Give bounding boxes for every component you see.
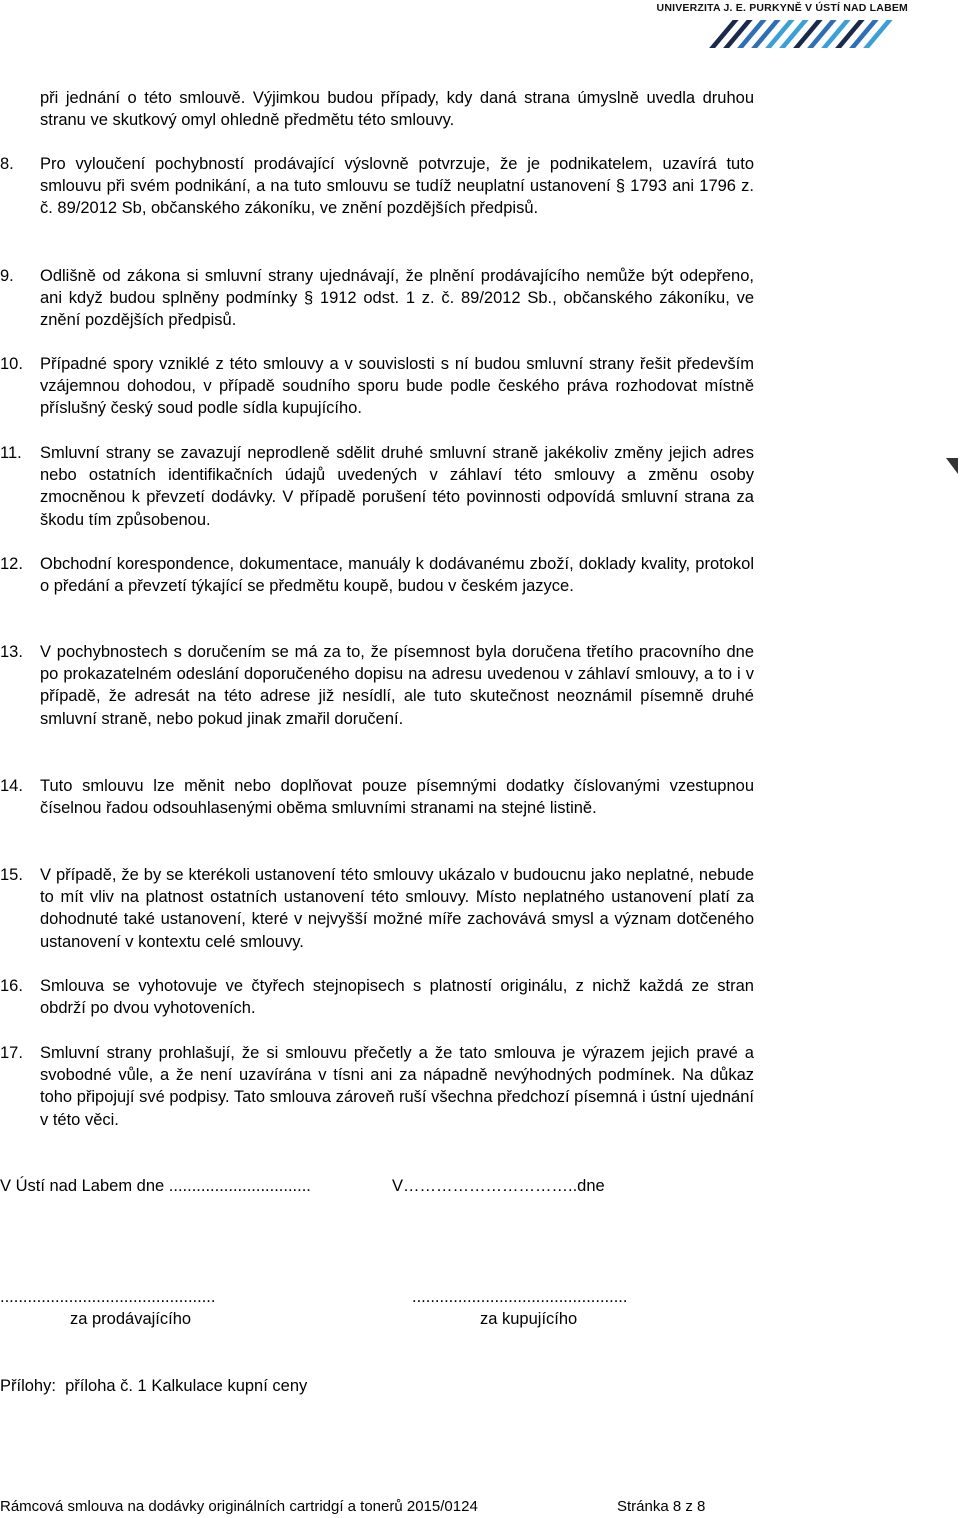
signature-label-right: za kupujícího — [480, 1310, 578, 1328]
item-text: Smlouva se vyhotovuje ve čtyřech stejnopisech s platností originálu, z nichž každá ze stran obdrží po dvou vyhotoveních. — [40, 977, 754, 1018]
item-text: Obchodní korespondence, dokumentace, manuály k dodávanému zboží, doklady kvality, protokol o předání a převzetí týkající se předmětu koupě, budou v českém jazyce. — [40, 555, 754, 596]
item-text: Odlišně od zákona si smluvní strany ujednávají, že plnění prodávajícího nemůže být odepřeno, ani když budou splněny podmínky § 1912 odst. 1 z. č. 89/2012 Sb., občanského zákoníku, ve znění pozdějších předpisů. — [40, 267, 754, 330]
footer-page-number: Stránka 8 z 8 — [617, 1498, 706, 1515]
signature-label-left: za prodávajícího — [70, 1310, 192, 1328]
item-text: Pro vyloučení pochybností prodávající výslovně potvrzuje, že je podnikatelem, uzavírá tuto smlouvu při svém podnikání, a na tuto smlouvu se tudíž neuplatní ustanovení § 1793 ani 1796 z. č. 89/2012 Sb, občanského zákoníku, ve znění pozdějších předpisů. — [40, 155, 754, 218]
page-corner-marker — [946, 458, 958, 474]
signature-place-left: V Ústí nad Labem dne ............................... — [0, 1177, 311, 1195]
signature-place-right: V…………………………..dne — [392, 1177, 605, 1195]
item-number: 10. — [0, 355, 23, 373]
item-text: Tuto smlouvu lze měnit nebo doplňovat pouze písemnými dodatky číslovanými vzestupnou číselnou řadou odsouhlasenými oběma smluvními stranami na stejné listině. — [40, 777, 754, 818]
signature-line-left: ............................................... — [0, 1288, 216, 1306]
item-number: 17. — [0, 1044, 23, 1062]
attachments-line: Přílohy: příloha č. 1 Kalkulace kupní ceny — [0, 1377, 308, 1395]
item-number: 9. — [0, 267, 14, 285]
item-text: Smluvní strany se zavazují neprodleně sdělit druhé smluvní straně jakékoliv změny jejich adres nebo ostatních identifikačních údajů uvedených v záhlaví této smlouvy a změnu osoby zmocněnou k převzetí dodávky. V případě porušení této povinnosti odpovídá smluvní strana za škodu tím způsobenou. — [40, 444, 754, 529]
item-text: V případě, že by se kterékoli ustanovení této smlouvy ukázalo v budoucnu jako neplatné, nebude to mít vliv na platnost ostatních ustanovení této smlouvy. Místo neplatného ustanovení platí za dohodnuté také ustanovení, které v nejvyšší možné míře zachovává smysl a význam dotčeného ustanovení v kontextu celé smlouvy. — [40, 866, 754, 951]
intro-paragraph: při jednání o této smlouvě. Výjimkou budou případy, kdy daná strana úmyslně uvedla druhou stranu ve skutkový omyl ohledně předmětu této smlouvy. — [40, 89, 754, 130]
item-number: 12. — [0, 555, 23, 573]
university-logo — [656, 2, 908, 52]
item-number: 15. — [0, 866, 23, 884]
footer-document-title: Rámcová smlouva na dodávky originálních cartridgí a tonerů 2015/0124 — [0, 1498, 478, 1515]
item-number: 14. — [0, 777, 23, 795]
university-name: UNIVERZITA J. E. PURKYNĚ V ÚSTÍ NAD LABEM — [656, 2, 908, 14]
item-number: 11. — [0, 444, 22, 462]
item-number: 16. — [0, 977, 23, 995]
item-number: 8. — [0, 155, 14, 173]
item-text: Případné spory vzniklé z této smlouvy a v souvislosti s ní budou smluvní strany řešit především vzájemnou dohodou, v případě soudního sporu bude podle českého práva rozhodovat místně příslušný český soud podle sídla kupujícího. — [40, 355, 754, 418]
item-number: 13. — [0, 643, 23, 661]
signature-line-right: ............................................... — [412, 1288, 628, 1306]
item-text: Smluvní strany prohlašují, že si smlouvu přečetly a že tato smlouva je výrazem jejich pravé a svobodné vůle, a že není uzavírána v tísni ani za nápadně nevýhodných podmínek. Na důkaz toho připojují své podpisy. Tato smlouva zároveň ruší všechna předchozí písemná i ústní ujednání v této věci. — [40, 1044, 754, 1129]
ujep-stripes-logo-icon — [696, 16, 908, 52]
item-text: V pochybnostech s doručením se má za to, že písemnost byla doručena třetího pracovního dne po prokazatelném odeslání doporučeného dopisu na adresu uvedenou v záhlaví smlouvy, a to i v případě, že adresát na této adrese již nesídlí, ale tuto skutečnost neoznámil písemně druhé smluvní straně, nebo pokud jinak zmařil doručení. — [40, 643, 754, 728]
